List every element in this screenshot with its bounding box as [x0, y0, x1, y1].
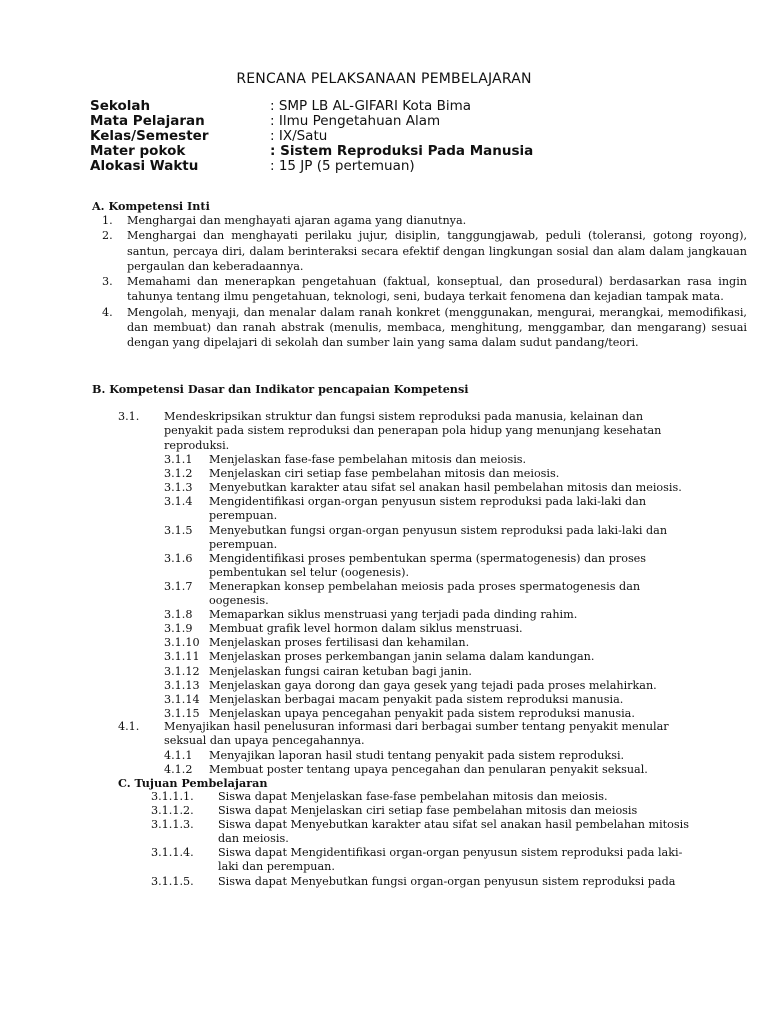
- list-number: 2.: [102, 229, 113, 243]
- list-text: Menghargai dan menghayati ajaran agama yang dianutnya.: [127, 214, 467, 227]
- list-number: 3.1.2: [164, 467, 193, 481]
- list-number: 3.1.1.1.: [151, 790, 194, 803]
- list-number: 3.1.1.5.: [151, 874, 194, 888]
- text-line: Siswa dapat Menjelaskan ciri setiap fase pembelahan mitosis dan meiosis: [218, 804, 638, 818]
- section-a-heading: A. Kompetensi Inti: [92, 199, 210, 213]
- header-info-table: [90, 99, 690, 174]
- core-competency-list: [97, 213, 747, 351]
- text-line: Menyajikan laporan hasil studi tentang penyakit pada sistem reproduksi.: [209, 749, 625, 762]
- competency-text: [164, 720, 724, 749]
- text-line: penyakit pada sistem reproduksi dan penerapan pola hidup yang menunjang kesehatan: [164, 424, 662, 438]
- list-number: 3.1.9: [164, 622, 193, 636]
- text-line: Menjelaskan berbagai macam penyakit pada sistem reproduksi manusia.: [209, 692, 624, 706]
- list-number: 4.: [102, 305, 113, 319]
- list-text: [209, 622, 523, 636]
- list-number: 3.: [102, 275, 113, 289]
- list-number: 3.1.1.4.: [151, 846, 194, 860]
- info-value: : Sistem Reproduksi Pada Manusia: [270, 143, 534, 159]
- text-line: Menjelaskan upaya pencegahan penyakit pada sistem reproduksi manusia.: [209, 706, 635, 720]
- info-value: : 15 JP (5 pertemuan): [270, 158, 415, 174]
- info-label: Alokasi Waktu: [90, 158, 199, 174]
- list-number: 4.1.: [118, 720, 140, 733]
- text-line: perempuan.: [209, 537, 278, 551]
- list-number: 3.1.1: [164, 453, 193, 466]
- list-number: 3.1.6: [164, 551, 193, 565]
- text-line: Memaparkan siklus menstruasi yang terjadi pada dinding rahim.: [209, 608, 578, 622]
- list-text: [209, 665, 472, 679]
- list-item: [97, 305, 747, 351]
- text-line: Mengidentifikasi proses pembentukan sperma (spermatogenesis) dan proses: [209, 551, 647, 565]
- list-number: 1.: [102, 214, 113, 227]
- text-line: dan meiosis.: [218, 832, 289, 846]
- list-number: 3.1.7: [164, 579, 193, 593]
- document-title: RENCANA PELAKSANAAN PEMBELAJARAN: [236, 71, 532, 87]
- list-text: [209, 679, 657, 693]
- text-line: Membuat grafik level hormon dalam siklus menstruasi.: [209, 622, 523, 636]
- text-line: Membuat poster tentang upaya pencegahan dan penularan penyakit seksual.: [209, 763, 648, 777]
- list-text: Menghargai dan menghayati perilaku jujur, disiplin, tanggungjawab, peduli (toleransi, gotong royong), santun, percaya diri, dalam berinteraksi secara efektif dengan lingkungan sosial dan alam dalam jangkauan pergaulan dan keberadaannya.: [127, 229, 747, 273]
- info-value: : IX/Satu: [270, 128, 328, 144]
- info-row-subject: [90, 114, 690, 129]
- list-number: 3.1.8: [164, 608, 193, 622]
- list-text: [209, 552, 646, 580]
- list-item: [97, 213, 747, 228]
- text-line: oogenesis.: [209, 593, 269, 607]
- info-row-topic: [90, 144, 690, 159]
- list-text: [218, 846, 682, 874]
- text-line: Siswa dapat Menjelaskan fase-fase pembelahan mitosis dan meiosis.: [218, 790, 608, 803]
- list-number: 3.1.10: [164, 636, 200, 650]
- info-value: : SMP LB AL-GIFARI Kota Bima: [270, 98, 472, 114]
- info-label: Kelas/Semester: [90, 128, 209, 144]
- list-text: [209, 481, 682, 495]
- list-text: [209, 636, 469, 650]
- info-value: : Ilmu Pengetahuan Alam: [270, 113, 441, 129]
- list-text: [209, 707, 635, 721]
- text-line: Menjelaskan fase-fase pembelahan mitosis dan meiosis.: [209, 453, 527, 466]
- text-line: Mendeskripsikan struktur dan fungsi sistem reproduksi pada manusia, kelainan dan: [164, 410, 644, 423]
- list-number: 3.1.3: [164, 481, 193, 495]
- list-number: 4.1.2: [164, 763, 193, 777]
- list-text: Mengolah, menyaji, dan menalar dalam ranah konkret (menggunakan, mengurai, merangkai, memodifikasi, dan membuat) dan ranah abstrak (menulis, membaca, menghitung, menggambar, dan mengarang) sesuai dengan yang dipelajari di sekolah dan sumber lain yang sama dalam sudut pandang/teori.: [127, 305, 747, 350]
- text-line: Menjelaskan ciri setiap fase pembelahan mitosis dan meiosis.: [209, 467, 560, 481]
- list-text: [209, 608, 577, 622]
- text-line: Menerapkan konsep pembelahan meiosis pada proses spermatogenesis dan: [209, 579, 641, 593]
- list-text: [209, 495, 646, 523]
- info-row-school: [90, 99, 690, 114]
- text-line: Menjelaskan proses perkembangan janin selama dalam kandungan.: [209, 650, 595, 664]
- list-item: [97, 228, 747, 274]
- info-label: Mata Pelajaran: [90, 113, 205, 129]
- info-label: Sekolah: [90, 98, 151, 114]
- list-text: [218, 875, 675, 889]
- list-number: 3.1.: [118, 410, 140, 423]
- list-text: [218, 790, 608, 804]
- text-line: Siswa dapat Menyebutkan karakter atau sifat sel anakan hasil pembelahan mitosis: [218, 818, 689, 832]
- list-number: 3.1.15: [164, 706, 200, 720]
- text-line: reproduksi.: [164, 438, 230, 452]
- list-text: [209, 650, 594, 664]
- text-line: perempuan.: [209, 509, 278, 523]
- list-text: [218, 804, 637, 818]
- list-text: [209, 749, 624, 763]
- text-line: Siswa dapat Menyebutkan fungsi organ-organ penyusun sistem reproduksi pada: [218, 874, 676, 888]
- list-item: [97, 274, 747, 305]
- list-text: [209, 467, 559, 481]
- info-row-time: [90, 159, 690, 174]
- text-line: Mengidentifikasi organ-organ penyusun sistem reproduksi pada laki-laki dan: [209, 495, 647, 509]
- text-line: Menjelaskan gaya dorong dan gaya gesek yang tejadi pada proses melahirkan.: [209, 678, 657, 692]
- text-line: seksual dan upaya pencegahannya.: [164, 734, 365, 748]
- list-number: 3.1.1.3.: [151, 818, 194, 832]
- text-line: pembentukan sel telur (oogenesis).: [209, 565, 410, 579]
- list-number: 4.1.1: [164, 749, 193, 762]
- list-text: [209, 763, 648, 777]
- list-number: 3.1.5: [164, 523, 193, 537]
- text-line: Menyebutkan karakter atau sifat sel anakan hasil pembelahan mitosis dan meiosis.: [209, 481, 682, 495]
- list-text: [209, 524, 667, 552]
- text-line: Siswa dapat Mengidentifikasi organ-organ penyusun sistem reproduksi pada laki-: [218, 846, 683, 860]
- list-number: 3.1.13: [164, 678, 200, 692]
- list-number: 3.1.4: [164, 495, 193, 509]
- text-line: Menyajikan hasil penelusuran informasi dari berbagai sumber tentang penyakit menular: [164, 720, 669, 733]
- list-text: Memahami dan menerapkan pengetahuan (faktual, konseptual, dan prosedural) berdasarkan rasa ingin tahunya tentang ilmu pengetahuan, teknologi, seni, budaya terkait fenomena dan kejadian tampak mata.: [127, 275, 747, 304]
- list-text: [218, 818, 689, 846]
- list-text: [209, 693, 623, 707]
- text-line: Menyebutkan fungsi organ-organ penyusun sistem reproduksi pada laki-laki dan: [209, 523, 668, 537]
- competency-text: [164, 410, 724, 453]
- text-line: Menjelaskan fungsi cairan ketuban bagi janin.: [209, 664, 472, 678]
- section-c-heading: C. Tujuan Pembelajaran: [118, 776, 268, 790]
- list-text: [209, 580, 640, 608]
- list-number: 3.1.12: [164, 664, 200, 678]
- text-line: laki dan perempuan.: [218, 860, 335, 874]
- section-b-heading: B. Kompetensi Dasar dan Indikator pencapaian Kompetensi: [92, 382, 469, 396]
- list-number: 3.1.1.2.: [151, 804, 194, 818]
- list-text: [209, 453, 526, 467]
- list-number: 3.1.14: [164, 692, 200, 706]
- list-number: 3.1.11: [164, 650, 200, 664]
- info-label: Mater pokok: [90, 143, 186, 159]
- text-line: Menjelaskan proses fertilisasi dan kehamilan.: [209, 636, 470, 650]
- info-row-class: [90, 129, 690, 144]
